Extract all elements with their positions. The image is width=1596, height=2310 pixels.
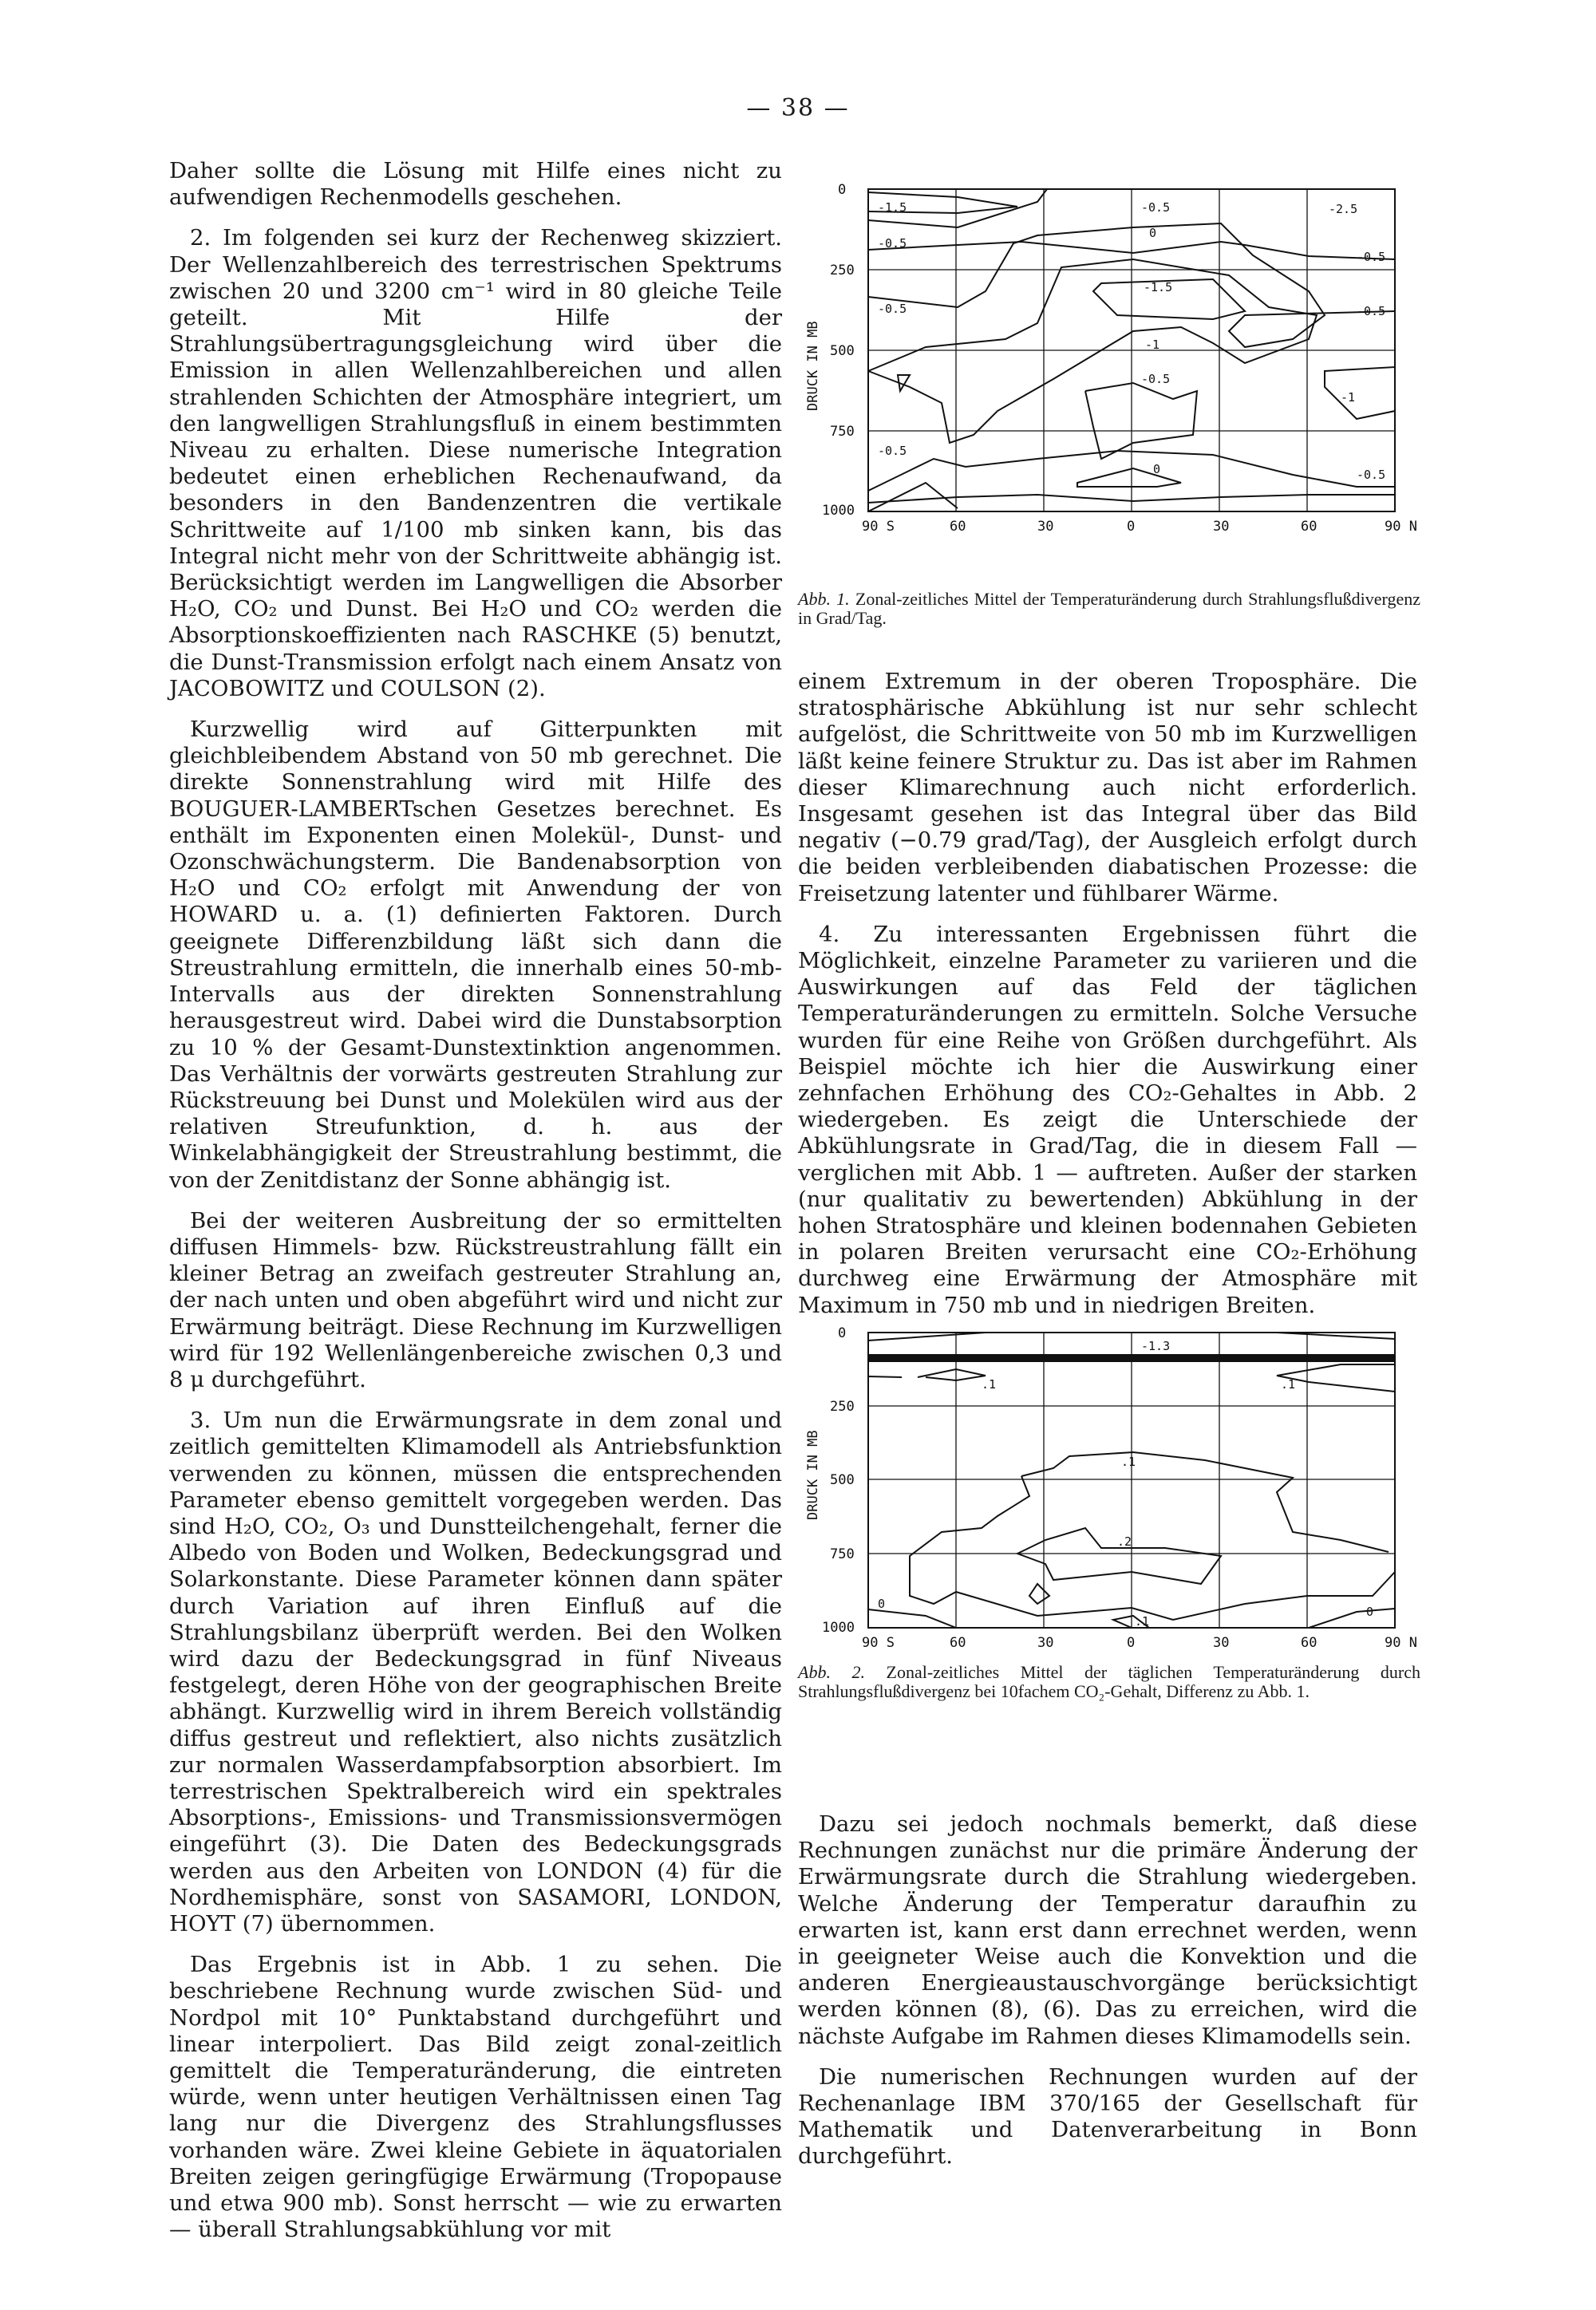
paragraph-section-2: 2. Im folgenden sei kurz der Rechenweg skizziert. Der Wellenzahlbereich des terrestrischen Spektrums zwischen 20 und 3200 cm⁻¹ wird in 80 gleiche Teile geteilt. Mit Hilfe der Strahlungsübertragungsgleichung wird über die Emission in allen Wellenzahlbereichen und allen strahlenden Schichten der Atmosphäre integriert, um den langwelligen Strahlungsfluß in einem bestimmten Niveau zu erhalten. Diese numerische Integration bedeutet einen erheblichen Rechenaufwand, da besonders in den Bandenzentren die vertikale Schrittweite auf 1/100 mb sinken kann, bis das Integral nicht mehr von der Schrittweite abhängig ist. Berücksichtigt werden im Langwelligen die Absorber H₂O, CO₂ und Dunst. Bei H₂O und CO₂ werden die Absorptionskoeffizienten nach RASCHKE (5) benutzt, die Dunst-Transmission erfolgt nach einem Ansatz von JACOBOWITZ und COULSON (2). xyxy=(169,225,782,701)
contour-label: -0.5 xyxy=(878,444,907,458)
ytick-1000: 1000 xyxy=(822,503,855,519)
paragraph: Daher sollte die Lösung mit Hilfe eines nicht zu aufwendigen Rechenmodells geschehen. xyxy=(169,158,782,211)
xtick-30s: 30 xyxy=(1037,1635,1054,1651)
left-column xyxy=(169,158,782,2257)
paragraph-shortwave: Kurzwellig wird auf Gitterpunkten mit gleichbleibendem Abstand von 50 mb gerechnet. Die direkte Sonnenstrahlung wird mit Hilfe des BOUGUER-LAMBERTschen Gesetzes berechnet. Es enthält im Exponenten einen Molekül-, Dunst- und Ozonschwächungsterm. Die Bandenabsorption von H₂O und CO₂ erfolgt mit Anwendung der von HOWARD u. a. (1) definierten Faktoren. Durch geeignete Differenzbildung läßt sich dann die Streustrahlung ermitteln, die innerhalb eines 50-mb-Intervalls aus der direkten Sonnenstrahlung herausgestreut wird. Dabei wird die Dunstabsorption zu 10 % der Gesamt-Dunstextinktion angenommen. Das Verhältnis der vorwärts gestreuten Strahlung zur Rückstreuung bei Dunst und Molekülen wird aus der relativen Streufunktion, d. h. aus der Winkelabhängigkeit der Streustrahlung bestimmt, die von der Zenitdistanz der Sonne abhängig ist. xyxy=(169,717,782,1193)
contour-label: -1 xyxy=(1145,338,1160,352)
paragraph-acknowledgement: Die numerischen Rechnungen wurden auf der Rechenanlage IBM 370/165 der Gesellschaft für Mathematik und Datenverarbeitung in Bonn durchgeführt. xyxy=(798,2063,1417,2170)
ytick-500: 500 xyxy=(830,1472,855,1488)
contour-label: -0.5 xyxy=(1141,200,1171,215)
page-number: — 38 — xyxy=(746,94,850,122)
contour-label: -0.5 xyxy=(1357,250,1386,264)
contour-label: .2 xyxy=(1117,1534,1132,1549)
contour-label: 0 xyxy=(1153,462,1161,476)
figure-1-label: Abb. 1. xyxy=(798,589,850,609)
ytick-750: 750 xyxy=(830,1546,855,1562)
contour-label: .1 xyxy=(1121,1455,1136,1469)
right-column-lower xyxy=(798,1811,1417,2185)
paragraph-remark: Dazu sei jedoch nochmals bemerkt, daß diese Rechnungen zunächst nur die primäre Änderung der Erwärmungsrate durch die Strahlung wiedergeben. Welche Änderung der Temperatur daraufhin zu erwarten ist, kann erst dann errechnet werden, wenn in geeigneter Weise auch die Konvektion und die anderen Energieaustauschvorgänge berücksichtigt werden können (8), (6). Das zu erreichen, wird die nächste Aufgabe im Rahmen dieses Klimamodells sein. xyxy=(798,1811,1417,2049)
figure-1 xyxy=(798,180,1420,628)
contour-label: 0 xyxy=(1149,226,1157,240)
right-column-upper xyxy=(798,669,1417,1333)
ytick-0: 0 xyxy=(838,182,847,198)
contour-label: .1 xyxy=(1135,1614,1150,1629)
y-axis-label: DRUCK IN MB xyxy=(805,1430,821,1520)
paragraph-extremum: einem Extremum in der oberen Troposphäre. Die stratosphärische Abkühlung ist nur sehr schlecht aufgelöst, die Schrittweite von 50 mb im Kurzwelligen läßt keine feinere Struktur zu. Das ist aber im Rahmen dieser Klimarechnung auch nicht erforderlich. Insgesamt gesehen ist das Integral über das Bild negativ (−0.79 grad/Tag), der Ausgleich erfolgt durch die beiden verbleibenden diabatischen Prozesse: die Freisetzung latenter und fühlbarer Wärme. xyxy=(798,669,1417,906)
xtick-0: 0 xyxy=(1127,1635,1136,1651)
contour-label: -1.5 xyxy=(1144,280,1173,294)
figure-1-caption xyxy=(798,590,1420,628)
contour-label: -0.5 xyxy=(1357,304,1386,318)
xtick-60n: 60 xyxy=(1301,519,1317,535)
contour-label: -2.5 xyxy=(1329,202,1358,216)
figure-2 xyxy=(798,1309,1420,1701)
figure-1-caption-text: Zonal-zeitliches Mittel der Temperaturänderung durch Strahlungsflußdivergenz in Grad/Tag. xyxy=(798,589,1420,628)
contour-label: 0 xyxy=(878,1597,886,1611)
xtick-30n: 30 xyxy=(1213,1635,1230,1651)
xtick-60n: 60 xyxy=(1301,1635,1317,1651)
contour-label: 0 xyxy=(1366,1605,1374,1619)
contour-label: -1.3 xyxy=(1141,1339,1171,1353)
figure-2-caption xyxy=(798,1663,1420,1701)
contour-label: -0.5 xyxy=(878,236,907,251)
contour-chart-abb1 xyxy=(798,180,1420,578)
xtick-90s: 90 S xyxy=(862,1635,895,1651)
contour-label: -0.5 xyxy=(878,302,907,316)
paragraph-diffuse: Bei der weiteren Ausbreitung der so ermittelten diffusen Himmels- bzw. Rückstreustrahlung fällt ein kleiner Betrag an zweifach gestreuter Strahlung an, der nach unten und oben abgeführt wird und nicht zur Erwärmung beiträgt. Diese Rechnung im Kurzwelligen wird für 192 Wellenlängenbereiche zwischen 0,3 und 8 μ durchgeführt. xyxy=(169,1207,782,1392)
contour-label: -0.5 xyxy=(1357,468,1386,482)
ytick-750: 750 xyxy=(830,424,855,440)
contour-label: -1.5 xyxy=(878,200,907,215)
xtick-90n: 90 N xyxy=(1385,1635,1417,1651)
y-axis-label: DRUCK IN MB xyxy=(805,321,821,411)
contour-label: .1 xyxy=(982,1377,997,1392)
xtick-90s: 90 S xyxy=(862,519,895,535)
figure-2-caption-text: Zonal-zeitliches Mittel der täglichen Temperaturänderung durch Strahlungsflußdivergenz bei 10fachem CO₂-Gehalt, Differenz zu Abb. 1. xyxy=(798,1662,1420,1701)
contour-chart-abb2 xyxy=(798,1309,1420,1652)
ytick-250: 250 xyxy=(830,263,855,278)
ytick-250: 250 xyxy=(830,1399,855,1415)
xtick-60s: 60 xyxy=(950,1635,966,1651)
xtick-60s: 60 xyxy=(950,519,966,535)
xtick-0: 0 xyxy=(1127,519,1136,535)
paragraph-section-3: 3. Um nun die Erwärmungsrate in dem zonal und zeitlich gemittelten Klimamodell als Antriebsfunktion verwenden zu können, müssen die entsprechenden Parameter ebenso gemittelt vorgegeben werden. Das sind H₂O, CO₂, O₃ und Dunstteilchengehalt, ferner die Albedo von Boden und Wolken, Bedeckungsgrad und Solarkonstante. Diese Parameter können dann später durch Variation auf ihren Einfluß auf die Strahlungsbilanz überprüft werden. Bei den Wolken wird dazu der Bedeckungsgrad in fünf Niveaus festgelegt, deren Höhe von der geographischen Breite abhängt. Kurzwellig wird in ihrem Bereich vollständig diffus gestreut und reflektiert, also nichts zusätzlich zur normalen Wasserdampfabsorption absorbiert. Im terrestrischen Spektralbereich wird ein spektrales Absorptions-, Emissions- und Transmissionsvermögen eingeführt (3). Die Daten des Bedeckungsgrads werden aus den Arbeiten von LONDON (4) für die Nordhemisphäre, sonst von SASAMORI, LONDON, HOYT (7) übernommen. xyxy=(169,1408,782,1937)
ytick-0: 0 xyxy=(838,1325,847,1341)
contour-label: .1 xyxy=(1281,1377,1296,1392)
contour-label: -1 xyxy=(1341,390,1356,405)
contour-label: -0.5 xyxy=(1141,372,1171,386)
ytick-1000: 1000 xyxy=(822,1620,855,1636)
figure-2-label: Abb. 2. xyxy=(798,1662,865,1682)
xtick-30n: 30 xyxy=(1213,519,1230,535)
paragraph-result: Das Ergebnis ist in Abb. 1 zu sehen. Die beschriebene Rechnung wurde zwischen Süd- und Nordpol mit 10° Punktabstand durchgeführt und linear interpoliert. Das Bild zeigt zonal-zeitlich gemittelt die Temperaturänderung, die eintreten würde, wenn unter heutigen Verhältnissen einen Tag lang nur die Divergenz des Strahlungsflusses vorhanden wäre. Zwei kleine Gebiete in äquatorialen Breiten zeigen geringfügige Erwärmung (Tropopause und etwa 900 mb). Sonst herrscht — wie zu erwarten — überall Strahlungsabkühlung vor mit xyxy=(169,1952,782,2243)
paragraph-section-4: 4. Zu interessanten Ergebnissen führt die Möglichkeit, einzelne Parameter zu variieren und die Auswirkungen auf das Feld der täglichen Temperaturänderungen zu ermitteln. Solche Versuche wurden für eine Reihe von Größen durchgeführt. Als Beispiel möchte ich hier die Auswirkung einer zehnfachen Erhöhung des CO₂-Gehaltes in Abb. 2 wiedergeben. Es zeigt die Unterschiede der Abkühlungsrate in Grad/Tag, die in diesem Fall — verglichen mit Abb. 1 — auftreten. Außer der starken (nur qualitativ zu bewertenden) Abkühlung in der hohen Stratosphäre und kleinen bodennahen Gebieten in polaren Breiten verursacht eine CO₂-Erhöhung durchweg eine Erwärmung der Atmosphäre mit Maximum in 750 mb und in niedrigen Breiten. xyxy=(798,921,1417,1318)
xtick-30s: 30 xyxy=(1037,519,1054,535)
ytick-500: 500 xyxy=(830,343,855,359)
xtick-90n: 90 N xyxy=(1385,519,1417,535)
